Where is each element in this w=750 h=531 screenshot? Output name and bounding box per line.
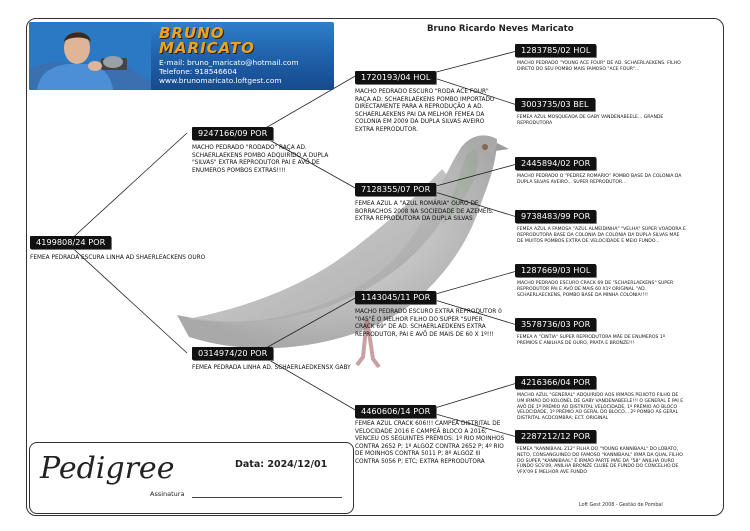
- footer-credit: Loft Gest 2008 - Gestão de Pombal: [579, 503, 663, 508]
- breeder-banner: [29, 22, 334, 90]
- signature-label: Assinatura: [150, 490, 185, 498]
- maternal-grandfather-ring: 1143045/11 POR: [355, 291, 436, 304]
- signature-line[interactable]: [192, 497, 342, 498]
- ggp-mmm-ring: 2287212/12 POR: [515, 430, 596, 443]
- mother-desc: FEMEA PEDRADA LINHA AD. SCHAERLAEDKENSX GABY: [192, 365, 351, 371]
- ggp-mff-desc: MACHO PEDRADO ESCURO CRACK 69 DE "SCHAERLAEKENS" SUPER REPRODUTOR PAI E AVÔ DE MAIS 60 X1º ORIGINAL "AD. SCHAERLAECKENS, POMBO BASE DA MINHA COLONIA!!!!: [517, 281, 674, 298]
- pedigree-logo: Pedigree: [40, 451, 175, 486]
- subject-desc: FEMEA PEDRADA ESCURA LINHA AD SHAERLEACKENS OURO: [30, 255, 206, 261]
- ggp-mff-ring: 1287669/03 HOL: [515, 264, 596, 277]
- ggp-fff-ring: 1283785/02 HOL: [515, 44, 596, 57]
- subject-ring: 4199808/24 POR: [30, 236, 111, 249]
- ggp-ffm-ring: 3003735/03 BEL: [515, 98, 595, 111]
- ggp-fmm-ring: 9738483/99 POR: [515, 210, 596, 223]
- paternal-grandmother-desc: FEMEA AZUL A "AZUL ROMÁRIA" OURO DE BORRACHOS 2008 NA SOCIEDADE DE AZEMEIS. EXTRA REPRODUTORA DA DUPLA SILVAS: [355, 201, 494, 223]
- owner-name: Bruno Ricardo Neves Maricato: [427, 24, 574, 34]
- ggp-ffm-desc: FEMEA AZUL MOSQUEADA DE GABY VANDENABEELE... GRANDE REPRODUTORA: [517, 115, 664, 126]
- father-ring: 9247166/09 POR: [192, 127, 273, 140]
- ggp-fmm-desc: FEMEA AZUL A FAMOSA "AZUL ALMEIDINHA" "VELHA" SUPER VOADORA E REPRODUTORA BASE DA COLONIA DA COLONIA DA DUPLA SILVAS MÃE DE MUITOS POMBOS EXTRA DE VELOCIDADE E MEIO FUNDO...: [517, 227, 686, 244]
- breeder-photo: [29, 22, 151, 90]
- breeder-last-name: MARICATO: [159, 39, 255, 57]
- maternal-grandfather-desc: MACHO PEDRADO ESCURO EXTRA REPRODUTOR 0 "045"É O MELHOR FILHO DO SUPER "SUPER CRACK 69" DE AD. SCHAERLAEDKENS EXTRA REPRODUTOR, PAI E AVÔ DE MAIS DE 60 X 1º!!!: [355, 309, 502, 338]
- ggp-mmf-ring: 4216366/04 POR: [515, 376, 596, 389]
- ggp-mfm-ring: 3578736/03 POR: [515, 318, 596, 331]
- paternal-grandfather-desc: MACHO PEDRADO ESCURO "RODA ACE FOUR" RAÇA AD. SCHAERLAEKENS POMBO IMPORTADO DIRECTAMENTE PARA A REPRODUÇÃO A AD. SCHAERLAEKENS PAI DA MELHOR FEMEA DA COLONIA EM 2009 DA DUPLA SILVAS AVEIRO EXTRA REPRODUTOR.: [355, 89, 495, 133]
- ggp-mmf-desc: MACHO AZUL "GENERAL" ADQUIRIDO AOS IRMÃOS PEIXOTO FILHO DE UM IRMÃO DO KOLONEL DE GABY VANDENABEELE!!! O GENERAL É PAI E AVÔ DE 1º PRÉMIO AO DISTRITAL VELOCIDADE, 1º PRÉMIO AO BLOCO VELOCIDADE, 1º PRÉMIO AO GERAL DO BLOCO... 2º POMBO AS GERAL DISTRITAL ACDCOMBRA; ECT. ORIGINAL: [517, 393, 684, 422]
- pedigree-date: Data: 2024/12/01: [235, 459, 328, 470]
- pedigree-sheet: [26, 18, 724, 516]
- paternal-grandfather-ring: 1720193/04 HOL: [355, 71, 436, 84]
- ggp-mfm-desc: FEMEA A "CINTIA" SUPER REPRODUTORA MÃE DE ENUMEROS 1º PREMIOS E ANILHAS DE OURO, PRATA E BRONZE!!!: [517, 335, 666, 346]
- paternal-grandmother-ring: 7128355/07 POR: [355, 183, 436, 196]
- maternal-grandmother-ring: 4460606/14 POR: [355, 405, 436, 418]
- ggp-fff-desc: MACHO PEDRADO "YOUNG ACE FOUR" DE AD. SCHAERLAEKENS. FILHO DIRETO DO SEU POMBO MAIS FAMOSO "ACE FOUR"...: [517, 61, 681, 72]
- maternal-grandmother-desc: FEMEA AZUL CRACK 606!!! CAMPEÃ DISTRITAL DE VELOCIDADE 2016 E CAMPEÃ BLOCO A 2016; VENCEU OS SEGUINTES PRÉMIOS: 1º RIO MOINHOS CONTRA 2652 P; 1º ALGOZ CONTRA 2652 P; 4º RIO DE MOINHOS CONTRA 5011 P; 8º ALGOZ III CONTRA 5056 P; ETC; EXTRA REPRODUTORA: [355, 421, 505, 465]
- breeder-phone: Telefone: 918546604: [159, 67, 237, 76]
- mother-ring: 0314974/20 POR: [192, 347, 273, 360]
- ggp-fmf-desc: MACHO PEDRADO O "PEDREZ ROMARIO" POMBO BASE DA COLONIA DA DUPLA SILVAS AVEIRO... SUPER REPRODUTOR...: [517, 174, 682, 185]
- ggp-fmf-ring: 2445894/02 POR: [515, 157, 596, 170]
- ggp-mmm-desc: FEMEA "KANNIBAAL 212" FILHA DO "YOUNG KANNIBAAL" DO LOBATO, NETO, CONSANGUINEO DO FAMOSO "KANNIBAAL" IRMÃ DA QUAL FILHO DO SUPER "KANNIBAAL" É IRMÃO PARTE MÃE DA "58" ANILHA OURO FUNDO SCS'09, ANILHA BRONZE CLUBE DE FUNDO DO CONCELHO DE VFX'09 E MELHOR AVE FUNDO: [517, 447, 683, 476]
- signature-box: [29, 442, 354, 514]
- breeder-website: www.brunomaricato.loftgest.com: [159, 76, 282, 85]
- breeder-first-name: BRUNO: [159, 24, 225, 42]
- father-desc: MACHO PEDRADO "RODADO" RAÇA AD. SCHAERLAEKENS POMBO ADQUIRIDO A DUPLA "SILVAS" EXTRA REPRODUTOR PAI E AVÔ DE ENUMEROS POMBOS EXTRAS!!!!: [192, 145, 329, 174]
- breeder-email: E-mail: bruno_maricato@hotmail.com: [159, 58, 299, 67]
